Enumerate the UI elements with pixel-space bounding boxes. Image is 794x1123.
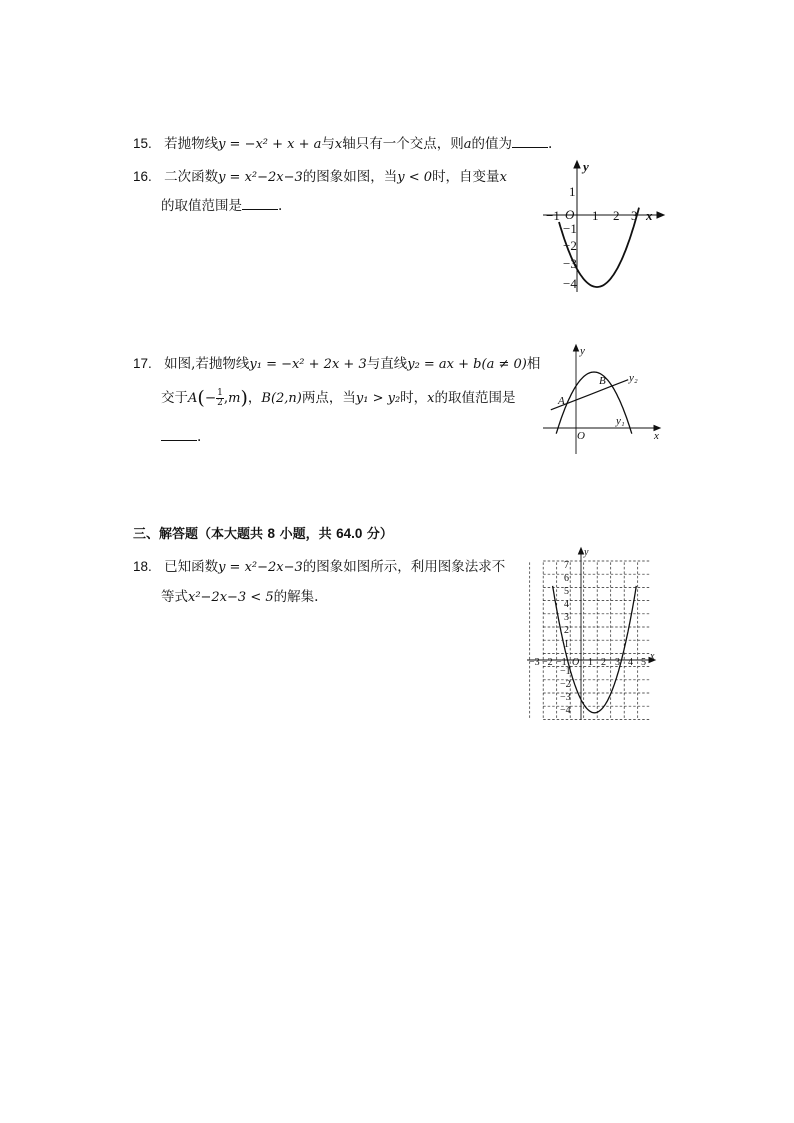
formula: y = −x² + x + a (218, 137, 322, 152)
variable: x (499, 170, 507, 185)
x-tick-label: 5 (641, 657, 646, 668)
question-text: 已知函数 (164, 559, 219, 575)
y-tick-label: 3 (564, 612, 569, 623)
x-tick-label: 4 (628, 657, 633, 668)
minus-sign: − (204, 390, 217, 406)
fraction-denominator: 2 (217, 398, 223, 408)
question-count: 8 (267, 526, 276, 541)
question-text: 与直线 (366, 356, 408, 372)
question-18 (133, 555, 505, 575)
question-16 (133, 165, 507, 185)
origin-label: O (565, 207, 575, 222)
variable: m (228, 391, 241, 406)
period: . (548, 136, 553, 152)
y-tick-label: −1 (560, 666, 571, 677)
point-label: B(2,n) (261, 391, 302, 406)
variable: x (427, 391, 435, 406)
formula: y₂ = ax + b(a ≠ 0) (407, 357, 527, 372)
question-16-line-2 (161, 194, 282, 214)
question-text: 轴只有一个交点，则 (342, 136, 464, 152)
question-17-line-2 (161, 386, 516, 409)
question-17 (133, 352, 540, 372)
question-text: 交于 (161, 390, 188, 406)
point-a-label: A (558, 395, 565, 407)
y-axis-arrow (574, 345, 579, 351)
x-tick-label: 2 (613, 208, 620, 223)
section-title: 小题，共 (275, 527, 337, 542)
x-tick-label: 2 (601, 657, 606, 668)
variable: x (334, 137, 343, 152)
point-b-label: B (599, 375, 606, 387)
x-axis-label: x (650, 651, 655, 662)
comma: , (223, 390, 229, 406)
answer-blank[interactable] (161, 426, 197, 441)
x-tick-label: −2 (542, 657, 553, 668)
formula: y₁ = −x² + 2x + 3 (249, 357, 367, 372)
question-text: 的图象如图所示，利用图象法求不 (302, 559, 506, 575)
graph-q18 (524, 545, 664, 725)
y-axis-arrow (574, 161, 580, 168)
y-axis-label: y (584, 547, 589, 558)
question-text: 相 (526, 356, 541, 372)
origin-label: O (572, 657, 580, 668)
question-text: 二次函数 (164, 169, 219, 185)
y-tick-label: 6 (564, 573, 569, 584)
question-text: 的值为 (471, 136, 513, 152)
y-tick-label: 4 (564, 599, 569, 610)
question-text: 时，自变量 (432, 169, 500, 185)
question-15 (133, 132, 552, 152)
question-text: 的取值范围是 (434, 390, 516, 406)
y-axis-label: y (580, 345, 585, 357)
x-axis-label: x (646, 208, 653, 223)
section-title: 分） (362, 527, 393, 542)
graph-q17 (540, 342, 665, 457)
variable: a (463, 137, 472, 152)
y-tick-label: −2 (563, 238, 577, 253)
period: . (278, 198, 283, 214)
section-title: 三、解答题（本大题共 (133, 527, 268, 542)
condition: y < 0 (397, 170, 433, 185)
question-text: 的图象如图，当 (302, 169, 398, 185)
y-tick-label: −4 (560, 705, 571, 716)
x-axis-arrow (657, 212, 664, 218)
origin-label: O (577, 430, 585, 442)
y2-label: y₂ (629, 372, 638, 384)
comma: ， (247, 390, 262, 406)
question-number: 15. (133, 136, 152, 151)
question-text: 两点，当 (301, 390, 356, 406)
y-tick-label: 5 (564, 586, 569, 597)
question-text: 的取值范围是 (161, 198, 242, 214)
x-tick-label: 1 (592, 208, 599, 223)
paren: ) (240, 387, 248, 409)
question-text: 若抛物线 (164, 136, 219, 152)
question-text: 与 (321, 136, 335, 152)
y-axis-label: y (583, 159, 589, 174)
y-tick-label: 2 (564, 625, 569, 636)
condition: y₁ > y₂ (355, 391, 401, 406)
x-tick-label: 3 (615, 657, 620, 668)
x-tick-label: 1 (588, 657, 593, 668)
y-tick-label: −3 (563, 256, 577, 271)
y-tick-label: 1 (564, 639, 569, 650)
y-tick-label: −3 (560, 692, 571, 703)
y-tick-label: −4 (563, 276, 577, 291)
answer-blank[interactable] (512, 147, 548, 148)
answer-blank[interactable] (242, 209, 278, 210)
formula: y = x²−2x−3 (218, 170, 303, 185)
x-tick-label: −1 (546, 208, 560, 223)
question-17-line-3 (161, 426, 201, 445)
inequality: x²−2x−3 < 5 (188, 590, 274, 605)
paren: ( (197, 387, 205, 409)
total-score: 64.0 (336, 526, 363, 541)
formula: y = x²−2x−3 (218, 560, 303, 575)
period: . (197, 429, 202, 445)
question-text: 如图,若抛物线 (164, 356, 250, 372)
fraction (216, 389, 224, 408)
question-text: 时， (400, 390, 428, 406)
y-tick-label: −2 (560, 679, 571, 690)
grid (530, 561, 652, 719)
y1-label: y₁ (616, 415, 625, 427)
y-tick-label: 7 (564, 560, 569, 571)
question-number: 17. (133, 356, 152, 371)
question-text: 的解集. (273, 589, 319, 605)
y-tick-label: −1 (563, 221, 577, 236)
x-tick-label: −3 (529, 657, 540, 668)
y-axis-arrow (579, 548, 584, 554)
graph-q16 (535, 158, 670, 298)
y-tick-label: 1 (569, 184, 576, 199)
question-number: 18. (133, 559, 152, 574)
question-number: 16. (133, 169, 152, 184)
section-header (133, 523, 393, 542)
point-label: A (188, 391, 198, 406)
fraction-numerator: 1 (217, 388, 223, 398)
question-text: 等式 (161, 589, 188, 605)
x-tick-label: −1 (556, 657, 567, 668)
x-axis-label: x (654, 430, 659, 442)
x-tick-label: 3 (631, 208, 638, 223)
question-18-line-2 (161, 585, 318, 605)
